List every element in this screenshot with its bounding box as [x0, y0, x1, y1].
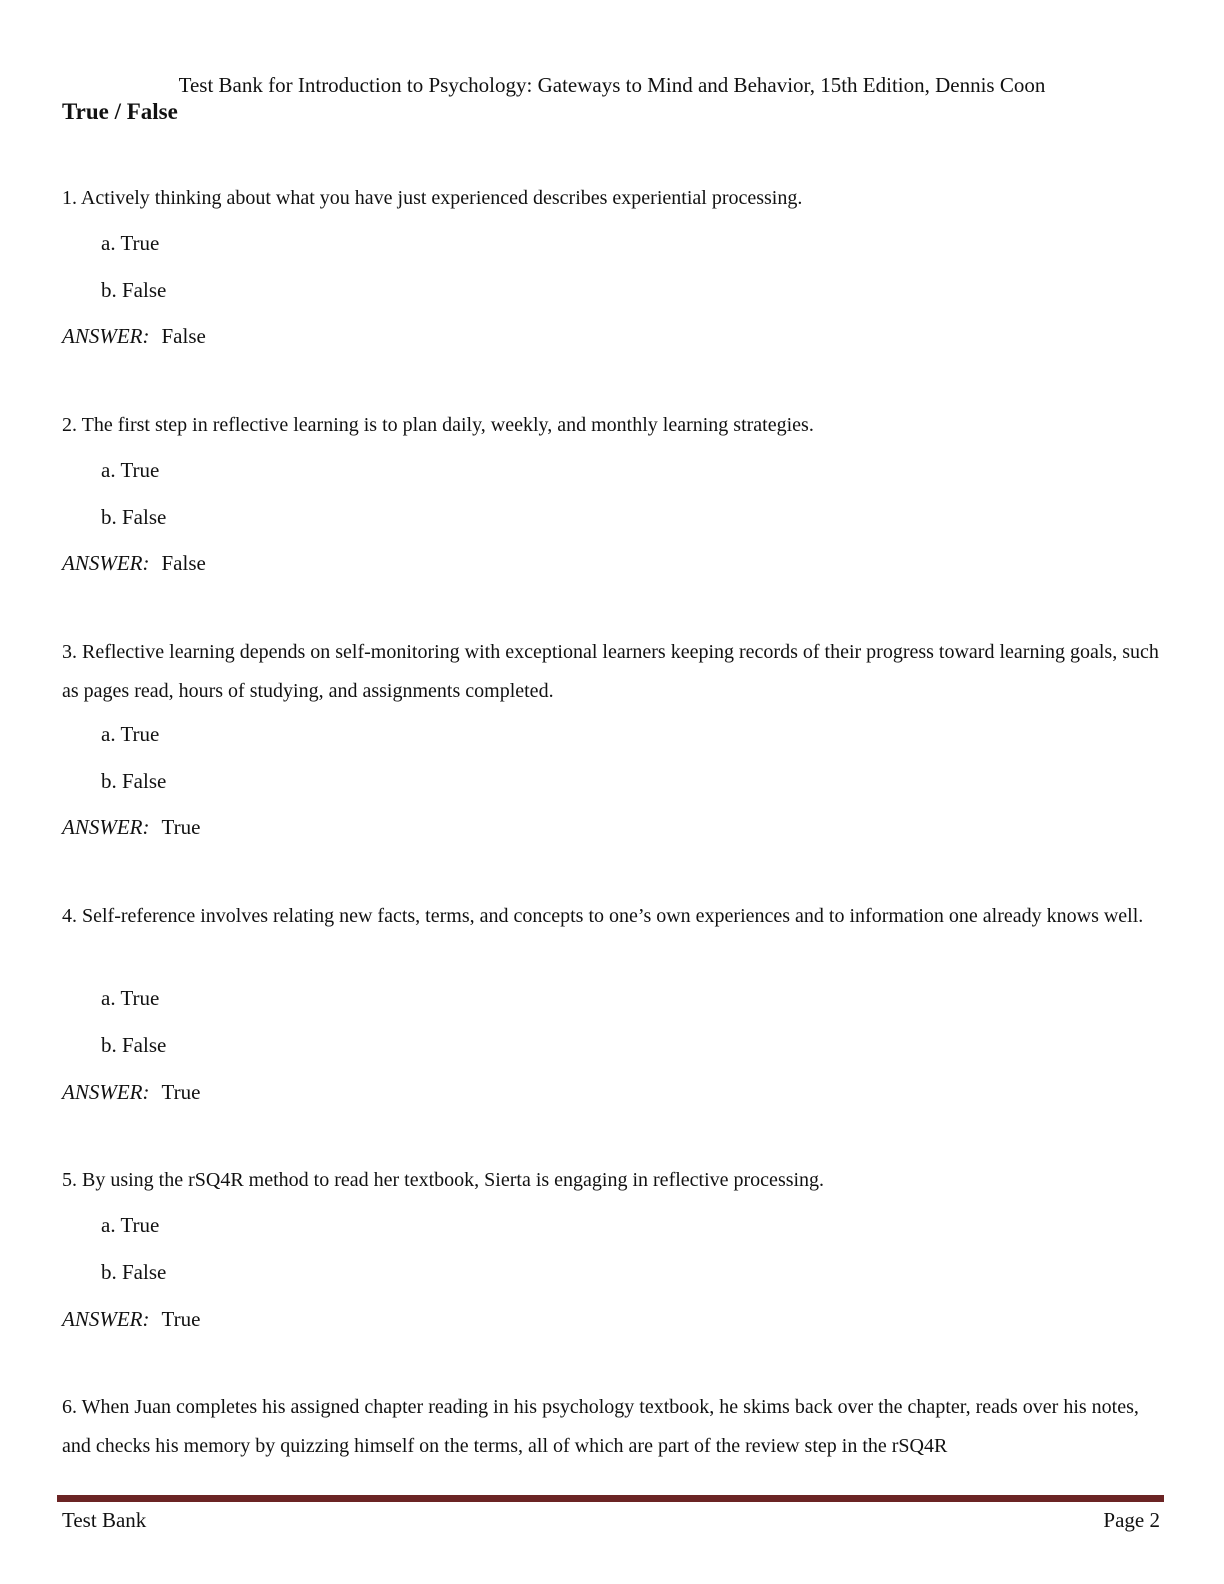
- document-header-title: [0, 72, 1224, 98]
- question-5-option-b: b. False: [101, 1260, 167, 1284]
- question-2-stem: [62, 406, 1162, 445]
- question-3-option-a: a. True: [101, 722, 160, 746]
- question-5-number: 5.: [62, 1169, 77, 1191]
- answer-label: ANSWER:: [62, 815, 150, 839]
- question-2-number: 2.: [62, 414, 77, 436]
- question-4-option-a: a. True: [101, 986, 160, 1010]
- question-4-stem: [62, 897, 1162, 936]
- question-1-number: 1.: [62, 187, 77, 209]
- answer-label: ANSWER:: [62, 324, 150, 348]
- question-2-text: The first step in reflective learning is to plan daily, weekly, and monthly learning strategies.: [81, 414, 814, 436]
- question-3-number: 3.: [62, 641, 77, 663]
- question-2-answer: [62, 550, 206, 576]
- question-5-text: By using the rSQ4R method to read her textbook, Sierta is engaging in reflective processing.: [82, 1169, 825, 1191]
- section-heading: True / False: [62, 99, 178, 124]
- question-3-answer: [62, 814, 200, 840]
- question-6-number: 6.: [62, 1396, 77, 1418]
- question-3-option-b: b. False: [101, 769, 167, 793]
- question-3-stem: [62, 633, 1162, 711]
- question-2-answer-value: False: [161, 551, 206, 575]
- question-4-number: 4.: [62, 905, 77, 927]
- question-3-answer-value: True: [161, 815, 201, 839]
- question-4-answer: [62, 1079, 200, 1105]
- question-6-text: When Juan completes his assigned chapter reading in his psychology textbook, he skims back over the chapter, reads over his notes, and checks his memory by quizzing himself on the terms, all of which are part of the review step in the rSQ4R: [62, 1396, 1139, 1457]
- question-6-stem: [62, 1388, 1162, 1466]
- question-5-answer-value: True: [161, 1307, 201, 1331]
- question-5-answer: [62, 1306, 200, 1332]
- question-1-answer-value: False: [161, 324, 206, 348]
- answer-label: ANSWER:: [62, 1080, 150, 1104]
- question-4-answer-value: True: [161, 1080, 201, 1104]
- question-1-option-b: b. False: [101, 278, 167, 302]
- question-4-text: Self-reference involves relating new facts, terms, and concepts to one’s own experiences and to information one already knows well.: [82, 905, 1144, 927]
- question-2-option-a: a. True: [101, 458, 160, 482]
- question-4-option-b: b. False: [101, 1033, 167, 1057]
- question-1-option-a: a. True: [101, 231, 160, 255]
- question-1-stem: [62, 179, 1162, 218]
- question-3-text: Reflective learning depends on self-monitoring with exceptional learners keeping records of their progress toward learning goals, such as pages read, hours of studying, and assignments completed.: [62, 641, 1159, 702]
- answer-label: ANSWER:: [62, 1307, 150, 1331]
- page-number: Page 2: [1103, 1508, 1160, 1532]
- footer-left-label: Test Bank: [62, 1508, 147, 1532]
- question-1-text: Actively thinking about what you have just experienced describes experiential processing.: [80, 187, 803, 209]
- question-2-option-b: b. False: [101, 505, 167, 529]
- answer-label: ANSWER:: [62, 551, 150, 575]
- question-5-option-a: a. True: [101, 1213, 160, 1237]
- header-title-text: Test Bank for Introduction to Psychology: Gateways to Mind and Behavior, 15th Edition, Dennis Coon: [178, 73, 1046, 97]
- footer-divider: [57, 1495, 1164, 1502]
- question-5-stem: [62, 1161, 1162, 1200]
- question-1-answer: [62, 323, 206, 349]
